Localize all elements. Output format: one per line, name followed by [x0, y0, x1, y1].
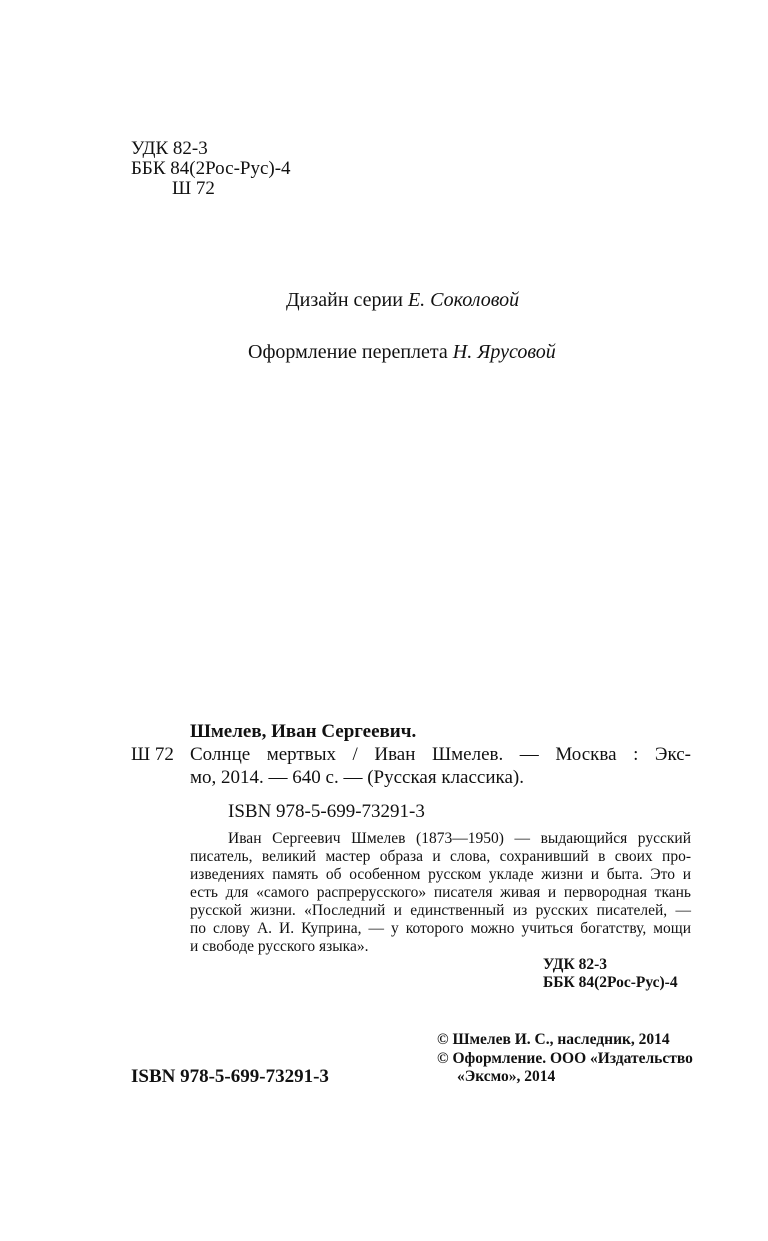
series-design-credit: [286, 288, 519, 312]
annotation-line: писатель, великий мастер образа и слова, сохранивший в своих про-: [190, 848, 691, 865]
annotation-line: и свободе русского языка».: [190, 938, 369, 955]
catalog-title-line-2: мо, 2014. — 640 с. — (Русская классика).: [190, 767, 524, 788]
udk-code: УДК 82-3: [131, 138, 208, 159]
binding-name: Н. Ярусовой: [452, 341, 556, 363]
annotation-line: русской жизни. «Последний и единственный из русских писателей, —: [190, 902, 691, 919]
series-design-name: Е. Соколовой: [407, 289, 520, 311]
catalog-bbk: ББК 84(2Рос-Рус)-4: [543, 974, 678, 991]
copyright-design-line-2: «Эксмо», 2014: [457, 1068, 556, 1085]
catalog-isbn: ISBN 978-5-699-73291-3: [228, 801, 425, 822]
catalog-title-line-1: Солнце мертвых / Иван Шмелев. — Москва : Экс-: [190, 744, 691, 765]
binding-label: Оформление переплета: [248, 341, 448, 363]
catalog-udk: УДК 82-3: [543, 956, 607, 973]
copyright-author: © Шмелев И. С., наследник, 2014: [437, 1031, 670, 1048]
bbk-code: ББК 84(2Рос-Рус)-4: [131, 158, 291, 179]
footer-isbn: ISBN 978-5-699-73291-3: [131, 1066, 329, 1087]
author-mark: Ш 72: [172, 178, 215, 199]
series-design-label: Дизайн серии: [286, 289, 403, 311]
copyright-design-line-1: © Оформление. ООО «Издательство: [437, 1050, 693, 1067]
catalog-author-mark: Ш 72: [131, 744, 174, 765]
annotation-line: изведениях память об особенном русском укладе жизни и быта. Это и: [190, 866, 691, 883]
binding-design-credit: [248, 340, 556, 364]
annotation-line: Иван Сергеевич Шмелев (1873—1950) — выдающийся русский: [228, 830, 691, 847]
annotation-line: по слову А. И. Куприна, — у которого можно учиться богатству, мощи: [190, 920, 691, 937]
catalog-author-heading: Шмелев, Иван Сергеевич.: [190, 721, 417, 742]
annotation-line: есть для «самого распрерусского» писателя живая и первородная ткань: [190, 884, 691, 901]
